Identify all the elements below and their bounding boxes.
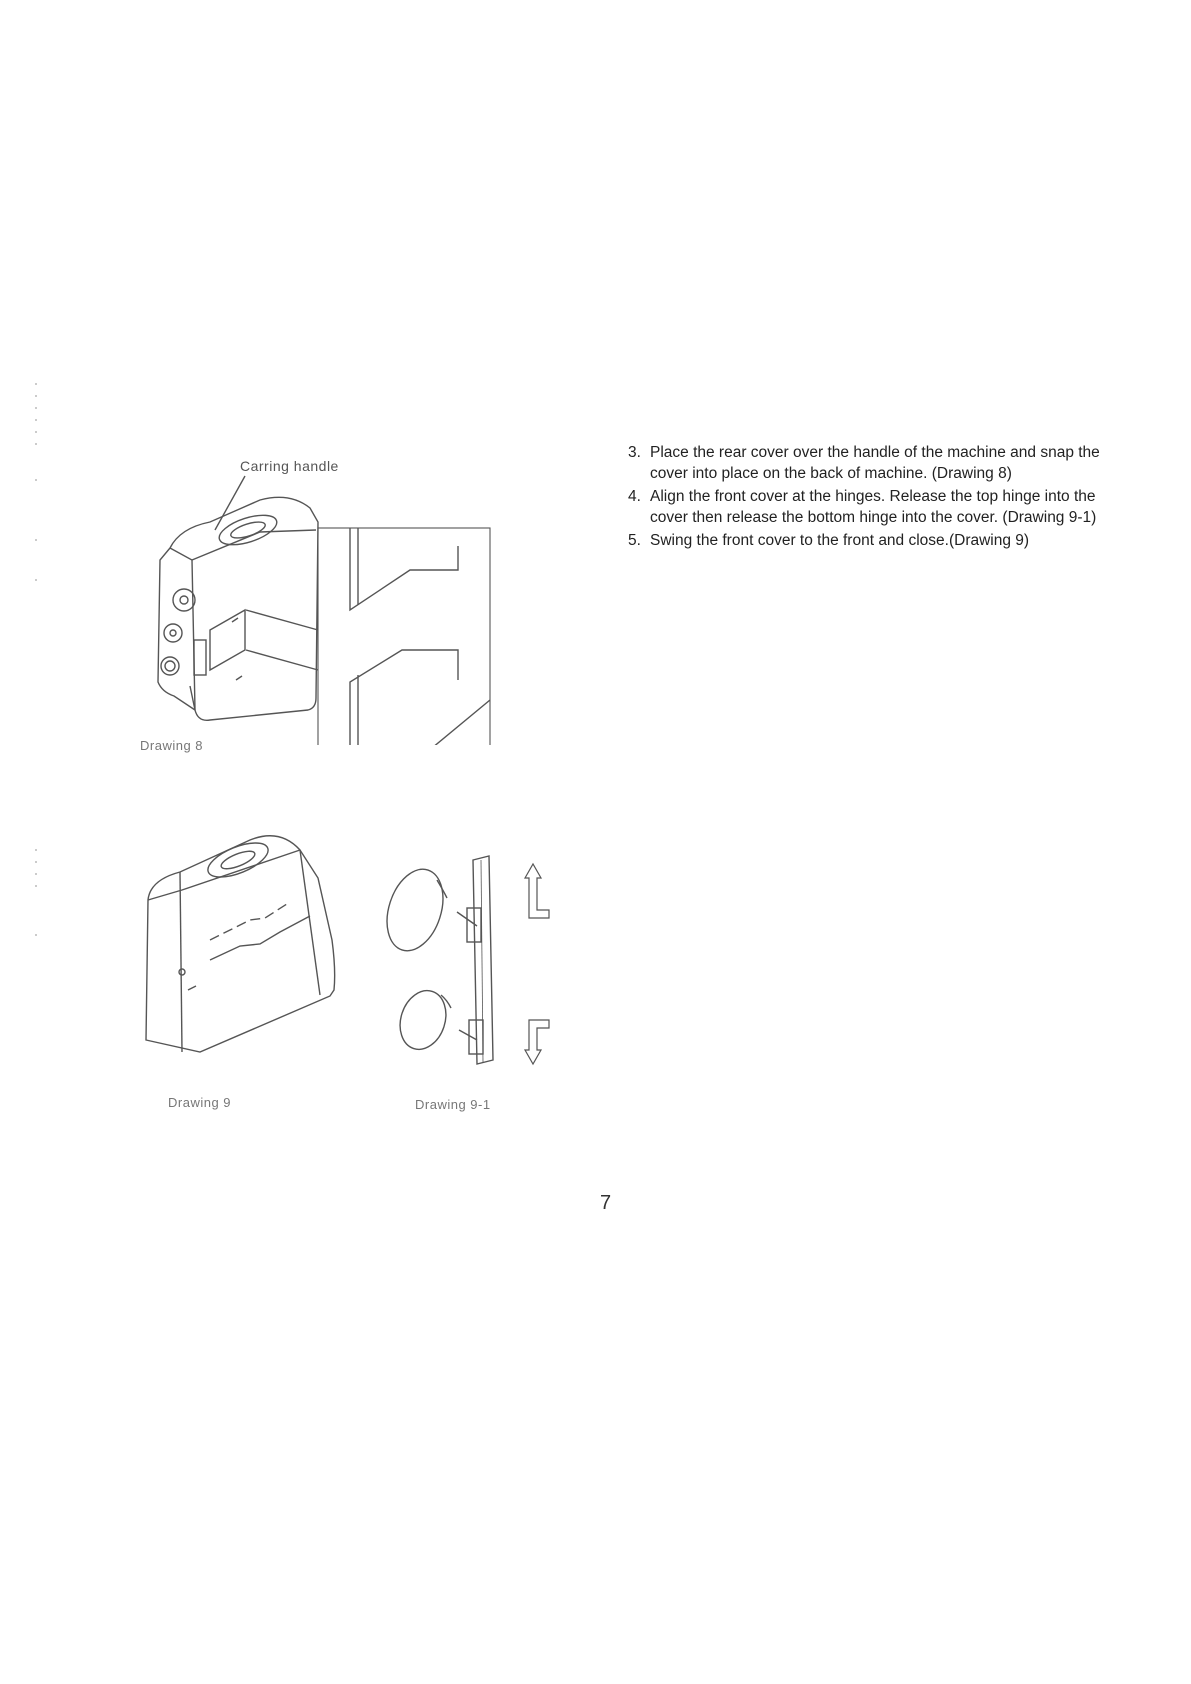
step-text: Align the front cover at the hinges. Release the top hinge into the cover then release the bottom hinge into the cover. (Drawing 9-1) (650, 488, 1097, 526)
margin-marks (34, 380, 40, 940)
step-3 (628, 442, 1133, 484)
step-text: Swing the front cover to the front and close.(Drawing 9) (650, 532, 1030, 549)
step-4 (628, 486, 1133, 528)
step-number: 4. (628, 488, 641, 505)
drawing-8-illustration (140, 470, 530, 745)
drawing-9-1-caption: Drawing 9-1 (415, 1097, 491, 1112)
drawing-9-1-illustration (385, 850, 560, 1080)
drawing-9-caption: Drawing 9 (168, 1095, 232, 1110)
step-number: 5. (628, 532, 641, 549)
instruction-steps (628, 442, 1133, 553)
step-5 (628, 530, 1133, 551)
step-number: 3. (628, 444, 641, 461)
page-number: 7 (600, 1192, 612, 1214)
drawing-9-illustration (140, 820, 370, 1070)
carrying-handle-callout: Carring handle (240, 458, 339, 474)
step-text: Place the rear cover over the handle of the machine and snap the cover into place on the back of machine. (Drawing 8) (650, 444, 1100, 482)
drawing-8-caption: Drawing 8 (140, 738, 204, 753)
